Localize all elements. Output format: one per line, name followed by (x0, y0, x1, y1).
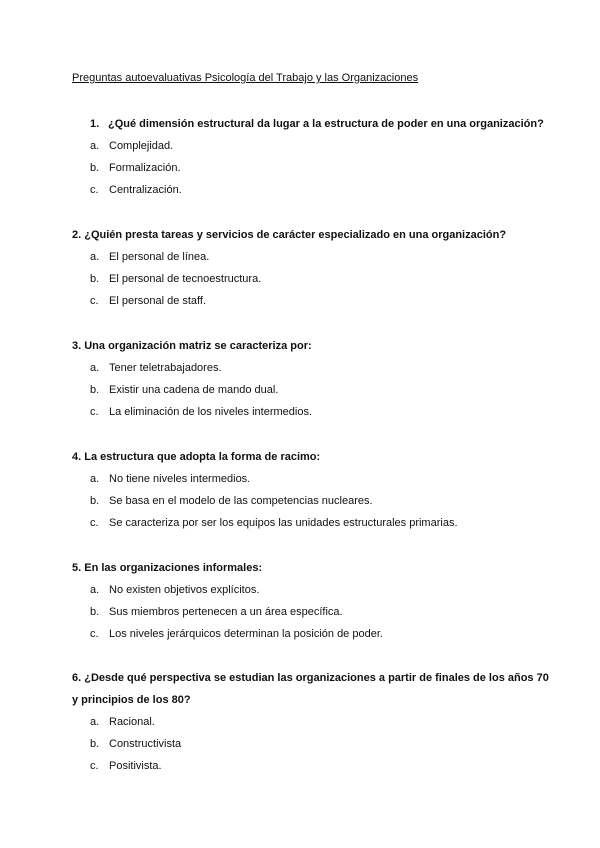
option-text: Positivista. (109, 760, 162, 772)
option-letter: b. (90, 495, 100, 507)
option-text: Formalización. (109, 162, 181, 174)
option-text: La eliminación de los niveles intermedios. (109, 406, 312, 418)
question-4: 4. La estructura que adopta la forma de racimo: (72, 451, 321, 463)
option-text: El personal de tecnoestructura. (109, 273, 262, 285)
option-letter: b. (90, 162, 100, 174)
option-letter: a. (90, 473, 100, 485)
option-text: Complejidad. (109, 140, 174, 152)
option-letter: c. (90, 184, 99, 196)
option-letter: b. (90, 384, 100, 396)
question-5: 5. En las organizaciones informales: (72, 562, 263, 574)
option-text: Racional. (109, 716, 155, 728)
option-text: Los niveles jerárquicos determinan la posición de poder. (109, 628, 383, 640)
question-number: 1. (90, 118, 100, 130)
question-text: ¿Qué dimensión estructural da lugar a la estructura de poder en una organización? (108, 118, 544, 130)
option-text: Se basa en el modelo de las competencias nucleares. (109, 495, 373, 507)
option-text: Sus miembros pertenecen a un área específica. (109, 606, 343, 618)
question-1 (90, 118, 544, 130)
option-letter: c. (90, 628, 99, 640)
option-text: Tener teletrabajadores. (109, 362, 222, 374)
question-6-line-1: 6. ¿Desde qué perspectiva se estudian las organizaciones a partir de finales de los años 70 (72, 672, 549, 684)
option-text: El personal de línea. (109, 251, 210, 263)
option-letter: a. (90, 140, 100, 152)
option-letter: b. (90, 606, 100, 618)
option-letter: c. (90, 517, 99, 529)
option-text: No existen objetivos explícitos. (109, 584, 260, 596)
option-letter: a. (90, 716, 100, 728)
option-text: Se caracteriza por ser los equipos las unidades estructurales primarias. (109, 517, 458, 529)
question-6-line-2: y principios de los 80? (72, 694, 191, 706)
option-letter: a. (90, 362, 100, 374)
option-text: No tiene niveles intermedios. (109, 473, 251, 485)
option-letter: b. (90, 738, 100, 750)
document-title: Preguntas autoevaluativas Psicología del Trabajo y las Organizaciones (72, 72, 419, 84)
option-text: Existir una cadena de mando dual. (109, 384, 279, 396)
option-letter: c. (90, 406, 99, 418)
option-letter: c. (90, 295, 99, 307)
option-letter: b. (90, 273, 100, 285)
option-text: Constructivista (109, 738, 182, 750)
option-text: Centralización. (109, 184, 182, 196)
question-3: 3. Una organización matriz se caracteriza por: (72, 340, 312, 352)
question-2: 2. ¿Quién presta tareas y servicios de carácter especializado en una organización? (72, 229, 507, 241)
option-text: El personal de staff. (109, 295, 207, 307)
option-letter: a. (90, 584, 100, 596)
option-letter: c. (90, 760, 99, 772)
option-letter: a. (90, 251, 100, 263)
